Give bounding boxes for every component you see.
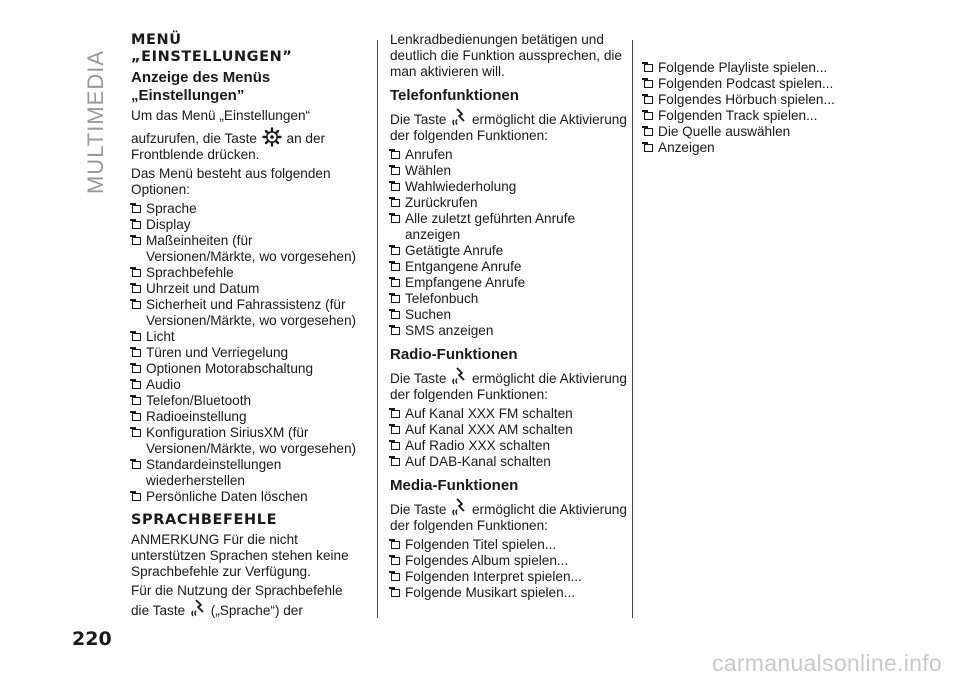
heading-einstellungen: „EINSTELLUNGEN” bbox=[131, 49, 293, 65]
list-item: Auf Radio XXX schalten bbox=[390, 438, 630, 454]
list-item: Auf Kanal XXX FM schalten bbox=[390, 406, 630, 422]
list-item: Folgenden Track spielen... bbox=[643, 108, 863, 124]
paragraph-tel-key: Die Taste ermöglicht die Aktivierung der folgenden Funktionen: bbox=[390, 108, 630, 144]
list-item: Anrufen bbox=[390, 147, 630, 163]
list-item: Suchen bbox=[390, 307, 630, 323]
watermark: carmanualsonline.info bbox=[711, 650, 942, 676]
media-functions-list-continued bbox=[643, 60, 863, 156]
list-item: Sprachbefehle bbox=[131, 265, 363, 281]
column-divider-left bbox=[377, 40, 378, 618]
section-label-text: MULTIMEDIA bbox=[83, 49, 109, 195]
list-item: Getätigte Anrufe bbox=[390, 243, 630, 259]
column-2 bbox=[390, 32, 630, 601]
list-item: Folgende Musikart spielen... bbox=[390, 585, 630, 601]
voice-command-icon bbox=[450, 108, 468, 128]
voice-command-icon bbox=[450, 498, 468, 518]
list-item: Telefon/Bluetooth bbox=[131, 393, 363, 409]
list-item: SMS anzeigen bbox=[390, 323, 630, 339]
media-functions-list bbox=[390, 537, 630, 601]
paragraph-radio-key: Die Taste ermöglicht die Aktivierung der folgenden Funktionen: bbox=[390, 367, 630, 403]
paragraph-taste: aufzurufen, die Taste an der Frontblende drücken. bbox=[131, 127, 363, 163]
list-item: Standardeinstellungen wiederherstellen bbox=[131, 457, 363, 489]
voice-command-icon bbox=[450, 367, 468, 387]
list-item: Optionen Motorabschaltung bbox=[131, 361, 363, 377]
list-item: Türen und Verriegelung bbox=[131, 345, 363, 361]
list-item: Licht bbox=[131, 329, 363, 345]
list-item: Die Quelle auswählen bbox=[643, 124, 863, 140]
list-item: Auf Kanal XXX AM schalten bbox=[390, 422, 630, 438]
heading-radio-funktionen: Radio-Funktionen bbox=[390, 346, 518, 363]
heading-sprachbefehle: SPRACHBEFEHLE bbox=[131, 512, 278, 528]
list-item: Alle zuletzt geführten Anrufe anzeigen bbox=[390, 211, 630, 243]
list-item: Folgenden Interpret spielen... bbox=[390, 569, 630, 585]
list-item: Zurückrufen bbox=[390, 195, 630, 211]
list-item: Uhrzeit und Datum bbox=[131, 281, 363, 297]
list-item: Konfiguration SiriusXM (für Versionen/Märkte, wo vorgesehen) bbox=[131, 425, 363, 457]
list-item: Audio bbox=[131, 377, 363, 393]
list-item: Entgangene Anrufe bbox=[390, 259, 630, 275]
options-list bbox=[131, 201, 363, 505]
list-item: Folgenden Titel spielen... bbox=[390, 537, 630, 553]
list-item: Folgende Playliste spielen... bbox=[643, 60, 863, 76]
list-item: Maßeinheiten (für Versionen/Märkte, wo vorgesehen) bbox=[131, 233, 363, 265]
tel-functions-list bbox=[390, 147, 630, 339]
list-item: Wählen bbox=[390, 163, 630, 179]
list-item: Sprache bbox=[131, 201, 363, 217]
list-item: Radioeinstellung bbox=[131, 409, 363, 425]
paragraph-steering-controls: Lenkradbedienungen betätigen und deutlich die Funktion aussprechen, die man aktivieren will. bbox=[390, 32, 622, 79]
column-3 bbox=[643, 60, 863, 156]
heading-telefonfunktionen: Telefonfunktionen bbox=[390, 87, 519, 104]
list-item: Empfangene Anrufe bbox=[390, 275, 630, 291]
list-item: Sicherheit und Fahrassistenz (für Versionen/Märkte, wo vorgesehen) bbox=[131, 297, 363, 329]
subheading-anzeige: Anzeige des Menüs „Einstellungen” bbox=[131, 69, 271, 104]
paragraph-intro: Um das Menü „Einstellungen“ bbox=[131, 108, 311, 123]
paragraph-media-key: Die Taste ermöglicht die Aktivierung der folgenden Funktionen: bbox=[390, 498, 630, 534]
page-number: 220 bbox=[72, 628, 112, 650]
heading-menu: MENÜ bbox=[131, 32, 182, 48]
list-item: Folgendes Hörbuch spielen... bbox=[643, 92, 863, 108]
column-divider-right bbox=[632, 40, 633, 618]
paragraph-voice-usage: Für die Nutzung der Sprachbefehle bbox=[131, 583, 343, 598]
list-item: Display bbox=[131, 217, 363, 233]
list-item: Folgenden Podcast spielen... bbox=[643, 76, 863, 92]
paragraph-options-intro: Das Menü besteht aus folgenden Optionen: bbox=[131, 166, 331, 197]
section-label bbox=[78, 49, 114, 195]
radio-functions-list bbox=[390, 406, 630, 470]
list-item: Anzeigen bbox=[643, 140, 863, 156]
list-item: Wahlwiederholung bbox=[390, 179, 630, 195]
paragraph-note: ANMERKUNG Für die nicht unterstützen Sprachen stehen keine Sprachbefehle zur Verfügung. bbox=[131, 532, 349, 579]
settings-gear-icon bbox=[261, 127, 283, 147]
list-item: Folgendes Album spielen... bbox=[390, 553, 630, 569]
list-item: Auf DAB-Kanal schalten bbox=[390, 454, 630, 470]
column-1 bbox=[131, 32, 363, 619]
list-item: Telefonbuch bbox=[390, 291, 630, 307]
voice-command-icon bbox=[189, 599, 207, 619]
list-item: Persönliche Daten löschen bbox=[131, 489, 363, 505]
heading-media-funktionen: Media-Funktionen bbox=[390, 477, 519, 494]
paragraph-voice-key: die Taste („Sprache“) der bbox=[131, 599, 363, 619]
